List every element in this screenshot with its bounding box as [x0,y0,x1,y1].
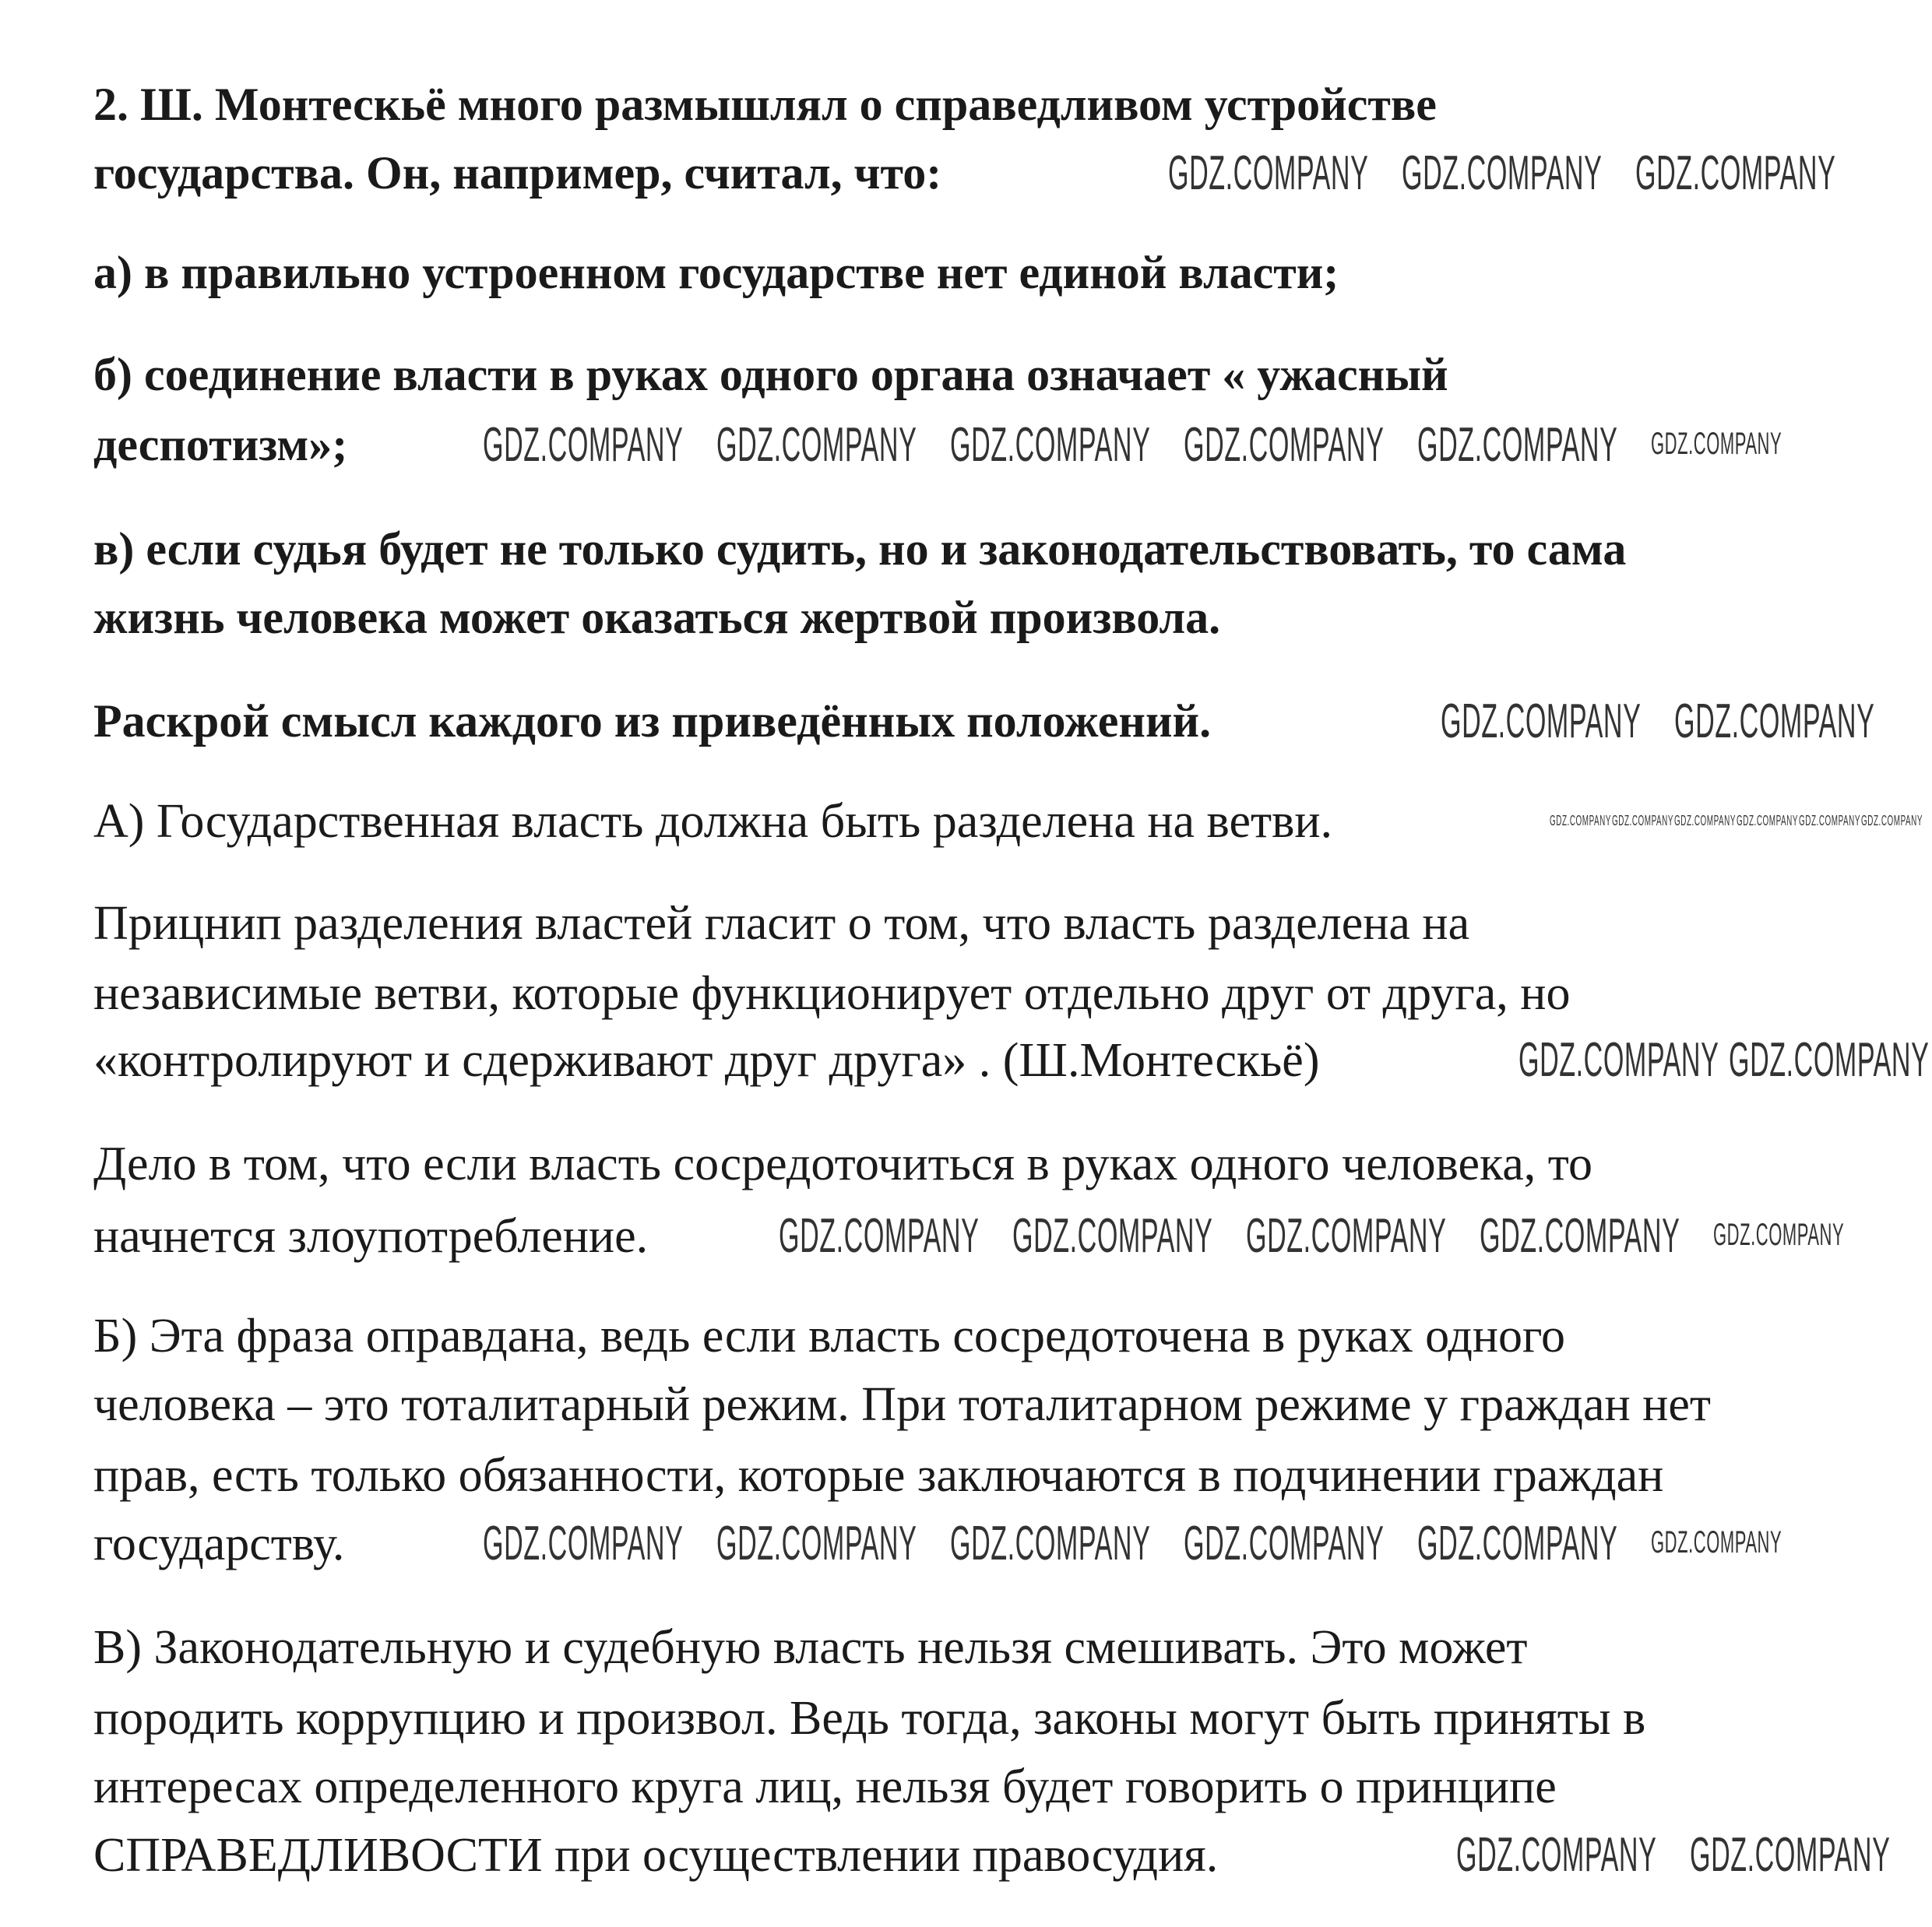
watermark: GDZ.COMPANY [1012,1209,1213,1263]
watermark: GDZ.COMPANY [1417,418,1618,472]
answer-line: государству. [93,1517,345,1570]
watermark: GDZ.COMPANY [1456,1828,1657,1882]
watermark: GDZ.COMPANY [1480,1209,1680,1263]
watermark: GDZ.COMPANY [1737,813,1799,828]
watermark: GDZ.COMPANY [1635,146,1836,200]
answer-line: породить коррупцию и произвол. Ведь тогда, законы могут быть приняты в [93,1692,1646,1745]
answer-line: «контролируют и сдерживают друг друга» . (Ш.Монтескьё) [93,1034,1320,1087]
watermark: GDZ.COMPANY [1184,1517,1385,1570]
task-line: б) соединение власти в руках одного органа означает « ужасный [93,349,1448,400]
watermark: GDZ.COMPANY [1417,1517,1618,1570]
watermark: GDZ.COMPANY [1612,813,1674,828]
answer-line: человека – это тоталитарный режим. При тоталитарном режиме у граждан нет [93,1378,1711,1431]
watermark: GDZ.COMPANY [1799,813,1861,828]
watermark: GDZ.COMPANY [1168,146,1369,200]
watermark: GDZ.COMPANY [1519,1033,1719,1087]
watermark: GDZ.COMPANY [483,1517,684,1570]
watermark: GDZ.COMPANY [716,418,917,472]
watermark: GDZ.COMPANY [1651,427,1782,461]
answer-line: независимые ветви, которые функционирует отдельно друг от друга, но [93,967,1571,1020]
watermark: GDZ.COMPANY [950,1517,1151,1570]
answer-line: Б) Эта фраза оправдана, ведь если власть сосредоточена в руках одного [93,1310,1565,1363]
watermark: GDZ.COMPANY [716,1517,917,1570]
task-line: государства. Он, например, считал, что: [93,147,942,199]
watermark: GDZ.COMPANY [950,418,1151,472]
answer-line: А) Государственная власть должна быть разделена на ветви. [93,795,1333,848]
answer-line: Дело в том, что если власть сосредоточиться в руках одного человека, то [93,1138,1593,1190]
watermark: GDZ.COMPANY [779,1209,980,1263]
watermark: GDZ.COMPANY [1674,813,1737,828]
watermark: GDZ.COMPANY [1713,1218,1845,1252]
task-line: 2. Ш. Монтескьё много размышлял о справедливом устройстве [93,79,1437,130]
task-line: жизнь человека может оказаться жертвой произвола. [93,592,1221,643]
watermark: GDZ.COMPANY [1441,694,1642,748]
answer-line: СПРАВЕДЛИВОСТИ при осуществлении правосудия. [93,1829,1219,1882]
watermark: GDZ.COMPANY [1402,146,1603,200]
task-line: в) если судья будет не только судить, но и законодательствовать, то сама [93,523,1627,575]
answer-line: начнется злоупотребление. [93,1210,649,1263]
watermark: GDZ.COMPANY [1861,813,1923,828]
watermark: GDZ.COMPANY [1246,1209,1447,1263]
watermark: GDZ.COMPANY [1674,694,1875,748]
task-line: Раскрой смысл каждого из приведённых положений. [93,695,1212,747]
watermark: GDZ.COMPANY [1550,813,1612,828]
answer-line: прав, есть только обязанности, которые заключаются в подчинении граждан [93,1449,1664,1502]
watermark: GDZ.COMPANY [1184,418,1385,472]
answer-line: В) Законодательную и судебную власть нельзя смешивать. Это может [93,1621,1528,1674]
watermark: GDZ.COMPANY [483,418,684,472]
task-line: а) в правильно устроенном государстве нет единой власти; [93,247,1339,298]
watermark: GDZ.COMPANY [1729,1033,1930,1087]
answer-line: Прицнип разделения властей гласит о том, что власть разделена на [93,897,1470,950]
watermark: GDZ.COMPANY [1690,1828,1891,1882]
task-line: деспотизм»; [93,419,348,470]
watermark: GDZ.COMPANY [1651,1525,1782,1560]
answer-line: интересах определенного круга лиц, нельзя будет говорить о принципе [93,1760,1557,1813]
